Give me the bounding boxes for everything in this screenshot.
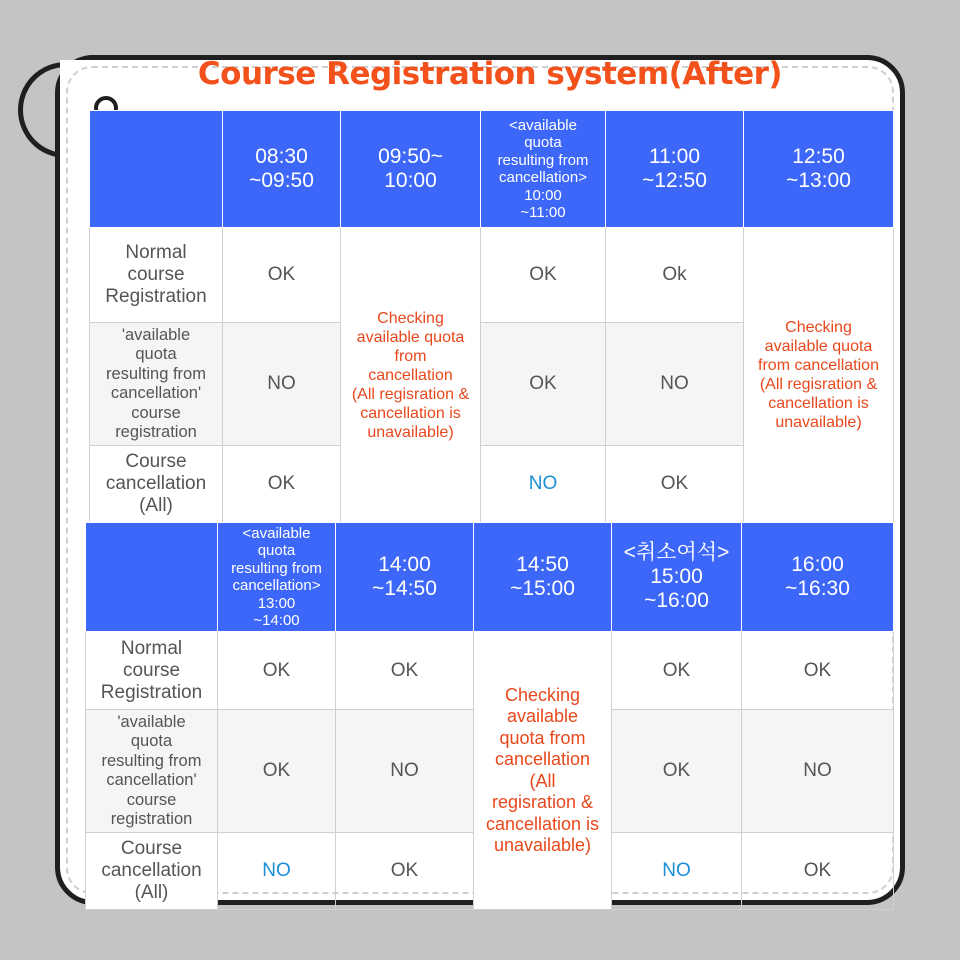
row-label-normal: Normal course Registration <box>90 228 223 323</box>
row-label-cancel: Course cancellation (All) <box>86 833 218 910</box>
cell-value: OK <box>612 710 742 833</box>
cell-value: OK <box>218 632 336 710</box>
cell-value: OK <box>606 446 744 523</box>
row-label-normal: Normal course Registration <box>86 632 218 710</box>
cell-value: NO <box>742 710 894 833</box>
header-slot: 08:30 ~09:50 <box>223 111 341 228</box>
cell-value: NO <box>223 323 341 446</box>
cell-value: OK <box>481 228 606 323</box>
cell-value: OK <box>223 228 341 323</box>
quota-check-note: Checking available quota from cancellation (All regisration & cancellation is unavailable) <box>744 228 894 523</box>
header-blank <box>90 111 223 228</box>
cell-value: NO <box>218 833 336 910</box>
header-slot: <available quota resulting from cancellation> 10:00 ~11:00 <box>481 111 606 228</box>
cell-value: NO <box>481 446 606 523</box>
row-label-quota: 'available quota resulting from cancellation' course registration <box>90 323 223 446</box>
cell-value: OK <box>742 632 894 710</box>
cell-value: NO <box>336 710 474 833</box>
header-slot: <available quota resulting from cancellation> 13:00 ~14:00 <box>218 523 336 632</box>
cell-value: OK <box>742 833 894 910</box>
header-slot: 12:50 ~13:00 <box>744 111 894 228</box>
header-slot: 14:00 ~14:50 <box>336 523 474 632</box>
header-slot: 09:50~ 10:00 <box>341 111 481 228</box>
cell-value: NO <box>612 833 742 910</box>
page-title: Course Registration system(After) <box>197 56 783 92</box>
cell-value: OK <box>481 323 606 446</box>
cell-value: OK <box>336 833 474 910</box>
cell-value: OK <box>336 632 474 710</box>
cell-value: OK <box>223 446 341 523</box>
cell-value: Ok <box>606 228 744 323</box>
header-slot: 11:00 ~12:50 <box>606 111 744 228</box>
header-blank <box>86 523 218 632</box>
row-label-quota: 'available quota resulting from cancellation' course registration <box>86 710 218 833</box>
quota-check-note: Checking available quota from cancellation (All regisration & cancellation is unavailable) <box>474 632 612 910</box>
cell-value: OK <box>218 710 336 833</box>
cell-value: OK <box>612 632 742 710</box>
quota-check-note: Checking available quota from cancellation (All regisration & cancellation is unavailable) <box>341 228 481 523</box>
header-slot: 14:50 ~15:00 <box>474 523 612 632</box>
cell-value: NO <box>606 323 744 446</box>
schedule-table-2 <box>85 522 894 910</box>
header-slot: <취소여석> 15:00 ~16:00 <box>612 523 742 632</box>
schedule-table-1 <box>89 110 894 523</box>
header-slot: 16:00 ~16:30 <box>742 523 894 632</box>
row-label-cancel: Course cancellation (All) <box>90 446 223 523</box>
